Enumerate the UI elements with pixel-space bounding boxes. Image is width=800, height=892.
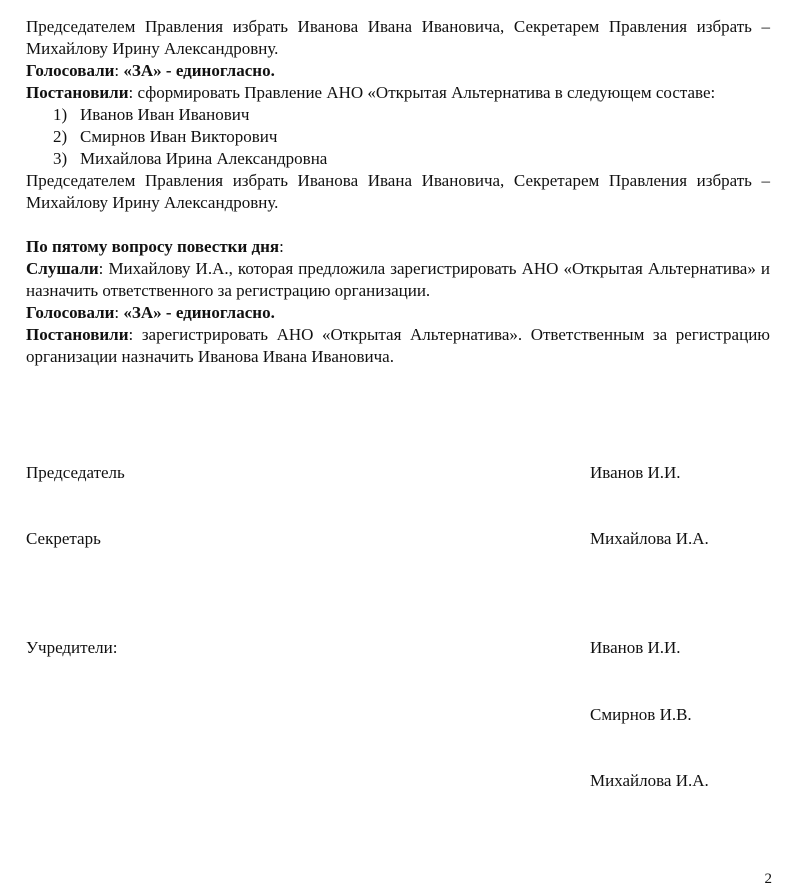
decided-text: сформировать Правление АНО «Открытая Альтернатива в следующем составе:	[137, 83, 716, 102]
list-item: 3) Михайлова Ирина Александровна	[53, 149, 328, 168]
vote-label: Голосовали	[26, 303, 115, 322]
page-number: 2	[764, 871, 772, 887]
chair-label: Председатель	[26, 463, 125, 482]
chair-name: Иванов И.И.	[590, 463, 681, 482]
founder-name: Иванов И.И.	[590, 638, 681, 657]
section5-heading: По пятому вопросу повестки дня:	[26, 237, 284, 256]
decided-text: зарегистрировать АНО «Открытая Альтернатива». Ответственным за регистрацию организации назначить Иванова Ивана Ивановича.	[26, 325, 770, 366]
vote-line-2: Голосовали: «ЗА» - единогласно.	[26, 303, 275, 322]
secretary-label: Секретарь	[26, 529, 101, 548]
founders-label: Учредители:	[26, 638, 118, 657]
decision-paragraph: Постановили: сформировать Правление АНО «Открытая Альтернатива в следующем составе:	[26, 83, 716, 102]
founder-name: Михайлова И.А.	[590, 771, 709, 790]
heard-label: Слушали	[26, 259, 99, 278]
secretary-name: Михайлова И.А.	[590, 529, 709, 548]
vote-line: Голосовали: «ЗА» - единогласно.	[26, 61, 275, 80]
vote-value: «ЗА» - единогласно.	[123, 303, 275, 322]
board-members-list	[26, 104, 770, 170]
list-item: 1) Иванов Иван Иванович	[53, 105, 250, 124]
chair-paragraph: Председателем Правления избрать Иванова Ивана Ивановича, Секретарем Правления избрать – Михайлову Ирину Александровну.	[26, 17, 770, 58]
decided-label: Постановили	[26, 83, 129, 102]
decision-paragraph-2: Постановили: зарегистрировать АНО «Открытая Альтернатива». Ответственным за регистрацию организации назначить Иванова Ивана Ивановича.	[26, 325, 770, 366]
decided-label: Постановили	[26, 325, 129, 344]
vote-label: Голосовали	[26, 61, 115, 80]
heard-paragraph: Слушали: Михайлову И.А., которая предложила зарегистрировать АНО «Открытая Альтернатива» и назначить ответственного за регистрацию организации.	[26, 259, 770, 300]
vote-value: «ЗА» - единогласно.	[123, 61, 275, 80]
document-body	[26, 16, 770, 368]
list-item: 2) Смирнов Иван Викторович	[53, 127, 278, 146]
chair-paragraph-2: Председателем Правления избрать Иванова Ивана Ивановича, Секретарем Правления избрать – Михайлову Ирину Александровну.	[26, 171, 770, 212]
heard-text: Михайлову И.А., которая предложила зарегистрировать АНО «Открытая Альтернатива» и назначить ответственного за регистрацию организации.	[26, 259, 770, 300]
founder-name: Смирнов И.В.	[590, 705, 692, 724]
